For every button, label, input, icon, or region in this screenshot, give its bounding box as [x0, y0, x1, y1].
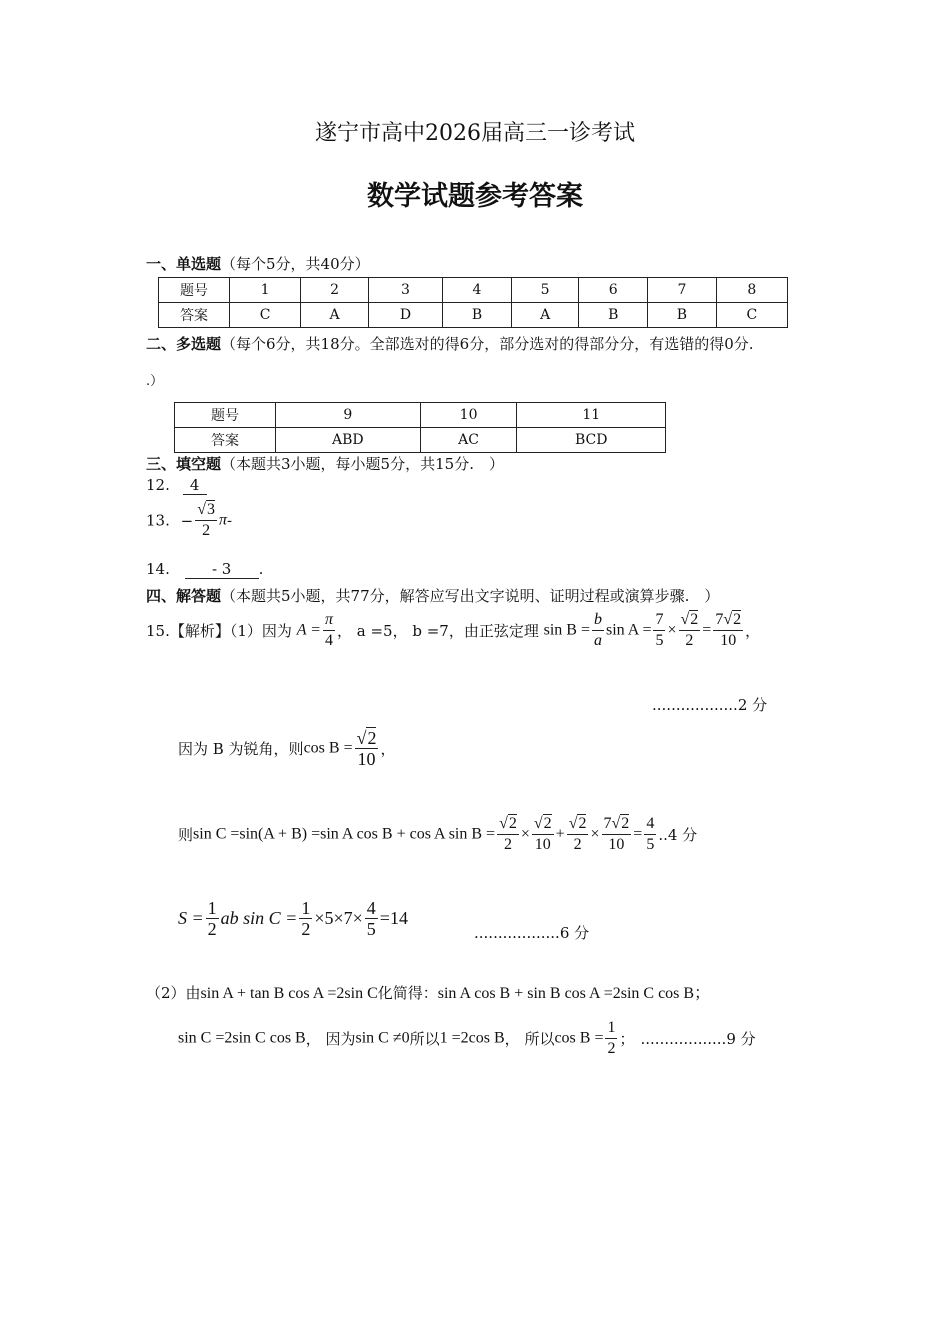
q15-times: ×: [590, 825, 600, 843]
q15-line-h: ；: [619, 1030, 635, 1048]
q15-eq: =: [702, 621, 712, 639]
q15-root2-over-2: $\frac{√2}{2}$: [680, 611, 699, 649]
section1-note: （每个5分，共40分）: [221, 255, 370, 273]
table-row: [159, 278, 788, 303]
q15-score-6: ..................6 分: [474, 924, 590, 942]
table-cell: 题号: [175, 403, 276, 428]
q15-frac-root2-2: $\frac{√2}{2}$: [499, 815, 517, 853]
q15-cosB-line: [178, 728, 396, 769]
q14-number: 14.: [146, 560, 170, 578]
table-row: [175, 403, 666, 428]
q15-part2-given: sin A + tan B cos A =2sin C: [200, 985, 378, 1002]
q15-one-half: $\frac{1}{2}$: [607, 1019, 616, 1057]
q13-fraction: $\frac{√3}{2}$: [197, 501, 215, 539]
q14-end: .: [258, 560, 264, 578]
table-cell: 6: [579, 278, 648, 303]
q15-cosB-frac: $\frac{√2}{10}$: [356, 728, 377, 769]
q15-part2-pre: （2）由: [146, 984, 201, 1002]
table-cell: B: [648, 303, 717, 328]
q15-half: $\frac{1}{2}$: [207, 898, 217, 939]
q15-times: ×: [520, 825, 530, 843]
section1-title: 一、单选题: [146, 255, 222, 273]
q15-part2-result: sin A cos B + sin B cos A =2sin C cos B；: [437, 985, 711, 1002]
q15-ab-values: ， a =5， b =7，由正弦定理: [336, 622, 539, 640]
q15-S-eq: S =: [178, 908, 204, 928]
q15-cosB-eq: cos B =: [303, 739, 353, 757]
q15-line-e: 1 =2cos B: [439, 1029, 505, 1047]
section1-table: [158, 277, 788, 328]
q15-cosB-tail: ，: [380, 740, 396, 758]
table-cell: A: [301, 303, 369, 328]
table-cell: 9: [276, 403, 421, 428]
section1-heading: [146, 253, 370, 274]
q15-label: 15.【解析】（1）因为: [146, 622, 292, 640]
table-cell: C: [716, 303, 787, 328]
q15-b-over-a: $\frac{b}{a}$: [593, 611, 602, 649]
section4-note: （本题共5小题，共77分，解答应写出文字说明、证明过程或演算步骤. ）: [221, 587, 720, 605]
q15-frac-4-5: $\frac{4}{5}$: [646, 815, 655, 853]
q15-part2-line: [146, 980, 710, 1003]
q15-part2-mid: 化简得：: [377, 984, 438, 1002]
q15-7-over-5: $\frac{7}{5}$: [655, 611, 664, 649]
table-cell: BCD: [517, 428, 666, 453]
table-cell: C: [230, 303, 301, 328]
q15-sinB-eq: sin B =: [543, 621, 590, 639]
section3-heading: [146, 453, 504, 474]
table-cell: AC: [420, 428, 517, 453]
section3-title: 三、填空题: [146, 455, 222, 473]
q15-part2-line2: [178, 1018, 756, 1059]
table-cell: 题号: [159, 278, 230, 303]
table-cell: 答案: [159, 303, 230, 328]
table-cell: ABD: [276, 428, 421, 453]
table-cell: B: [579, 303, 648, 328]
q15-absinC: ab sin C =: [220, 908, 298, 928]
q15-line-d: 所以: [409, 1030, 440, 1048]
table-cell: 11: [517, 403, 666, 428]
q15-half-2: $\frac{1}{2}$: [301, 898, 311, 939]
q15-line-a: sin C =2sin C cos B: [178, 1029, 306, 1047]
section2-note: （每个6分，共18分。全部选对的得6分，部分选对的得部分分，有选错的得0分.: [221, 335, 754, 353]
table-cell: 8: [716, 278, 787, 303]
q12-number: 12.: [146, 476, 170, 494]
q15-eq: =: [633, 825, 643, 843]
q15-plus: +: [555, 825, 565, 843]
q14: [146, 560, 263, 579]
q15-line-g: cos B =: [554, 1029, 604, 1047]
table-row: [175, 428, 666, 453]
q15-A-eq: A =: [296, 621, 321, 639]
q14-answer: - 3: [185, 560, 259, 579]
q15-line-b: ， 因为: [305, 1030, 356, 1048]
q15-frac-7root2-10: $\frac{7√2}{10}$: [603, 815, 630, 853]
table-cell: 2: [301, 278, 369, 303]
table-cell: 10: [420, 403, 517, 428]
q13: 13. − $\frac{√3}{2}$ π-: [146, 501, 233, 539]
table-cell: 答案: [175, 428, 276, 453]
section2-heading: [146, 333, 754, 354]
table-cell: D: [368, 303, 442, 328]
q15-score-9: ..................9 分: [640, 1030, 756, 1048]
q15-7root2-over-10: $\frac{7√2}{10}$: [715, 611, 742, 649]
table-cell: A: [511, 303, 579, 328]
q15-comma: ，: [745, 622, 761, 640]
q15-pi-over-4: $\frac{\pi}{4}$: [324, 611, 333, 649]
section4-title: 四、解答题: [146, 587, 222, 605]
q15-area-line: [178, 898, 408, 939]
section2-note-tail: .）: [146, 374, 164, 389]
table-row: [159, 303, 788, 328]
table-cell: 4: [443, 278, 512, 303]
q15-frac-root2-2b: $\frac{√2}{2}$: [568, 815, 587, 853]
q15-frac-root2-10: $\frac{√2}{10}$: [533, 815, 552, 853]
q15-line-f: ， 所以: [504, 1030, 555, 1048]
q15-line1: [146, 610, 760, 651]
table-cell: B: [443, 303, 512, 328]
q15-score-4: ..4 分: [658, 826, 698, 844]
q15-sinC-pre: 则: [178, 826, 194, 844]
q15-S-tail: ×5×7×: [314, 908, 363, 928]
q15-sinC-line: [178, 814, 697, 855]
table-cell: 1: [230, 278, 301, 303]
q15-line-c: sin C ≠0: [355, 1029, 410, 1047]
q15-sinA-eq: sin A =: [605, 621, 652, 639]
section2-title: 二、多选题: [146, 335, 222, 353]
q12-answer: 4: [183, 476, 207, 495]
exam-title: 遂宁市高中2026届高三一诊考试: [315, 121, 635, 146]
q15-S-result: =14: [379, 908, 408, 928]
section2-table: [174, 402, 666, 453]
q13-pi: π: [219, 511, 228, 529]
q15-cosB-text: 因为 B 为锐角，则: [178, 740, 304, 758]
q13-sign: −: [180, 511, 194, 530]
answer-key-title: 数学试题参考答案: [367, 181, 583, 212]
table-cell: 5: [511, 278, 579, 303]
section4-heading: [146, 585, 719, 606]
q15-times: ×: [667, 621, 677, 639]
q13-number: 13.: [146, 511, 170, 530]
q15-score-2: ..................2 分: [652, 696, 768, 714]
table-cell: 3: [368, 278, 442, 303]
section3-note: （本题共3小题，每小题5分，共15分. ）: [221, 455, 504, 473]
q15-sinC-eq: sin C =sin(A + B) =sin A cos B + cos A sin B =: [193, 825, 496, 843]
q12: [146, 476, 207, 495]
table-cell: 7: [648, 278, 717, 303]
q15-four-fifths: $\frac{4}{5}$: [366, 898, 376, 939]
